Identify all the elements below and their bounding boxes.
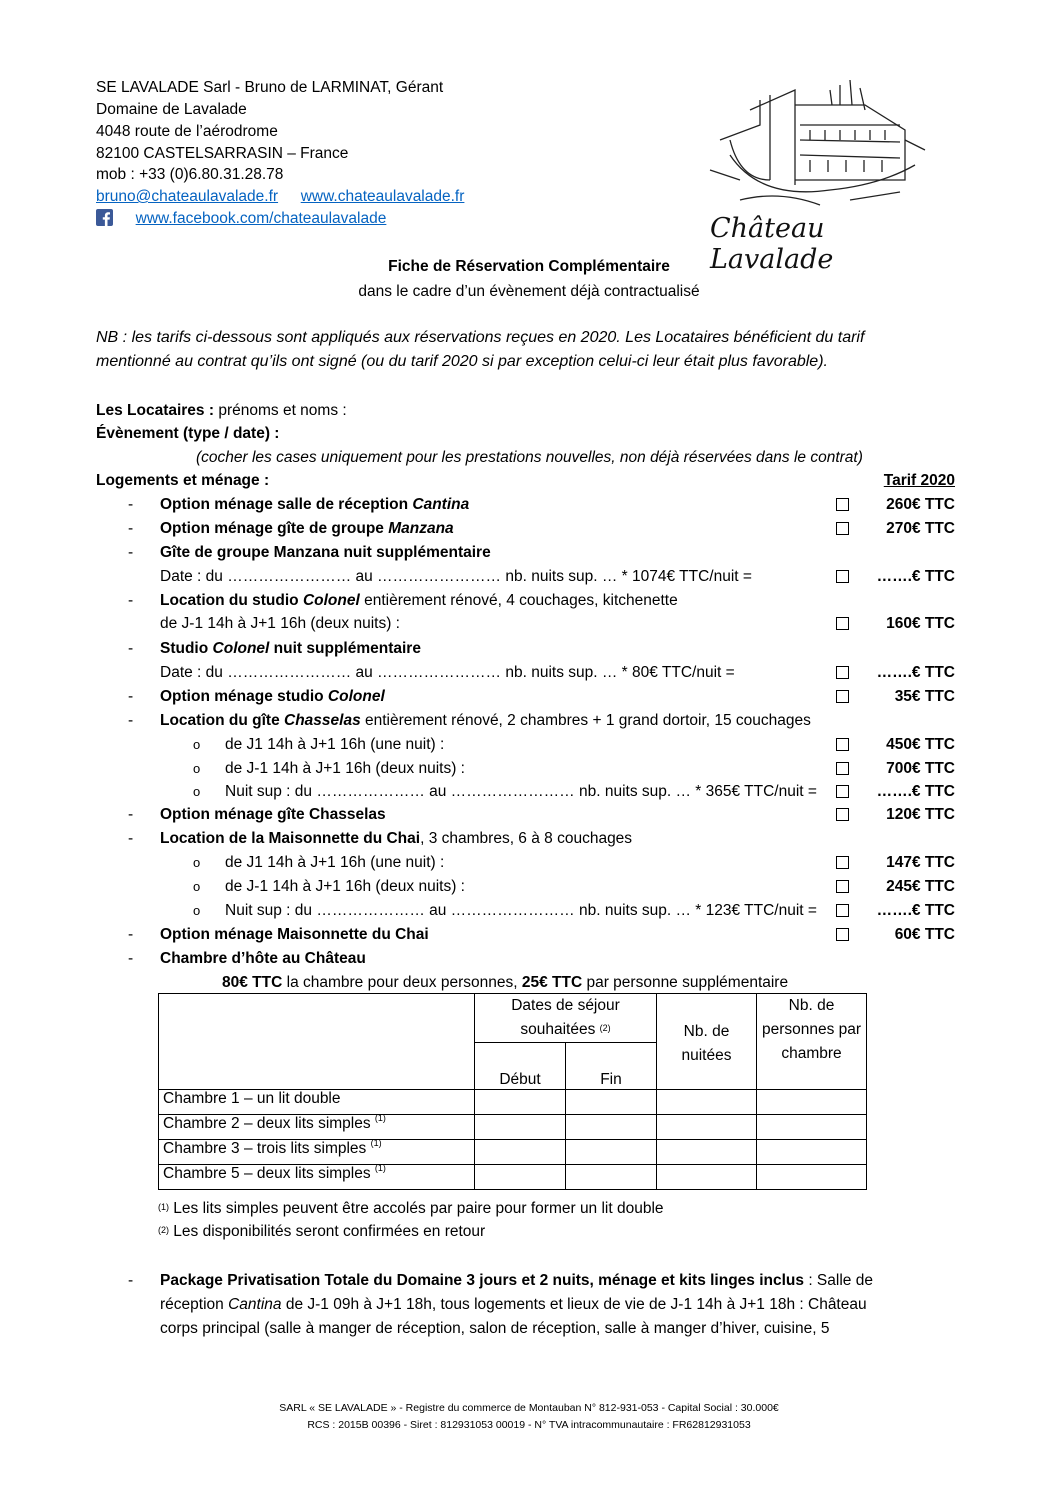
price-chasselas-1: 450€ TTC [886,736,955,753]
email-link[interactable]: bruno@chateaulavalade.fr [96,188,279,205]
checkbox-maisonnette-menage[interactable] [836,928,849,941]
evenement-label: Évènement (type / date) : [96,425,280,442]
chambre-price-line: 80€ TTC la chambre pour deux personnes, 25€ TTC par personne supplémentaire [222,974,789,991]
price-cantina: 260€ TTC [886,496,955,513]
price-chasselas-menage: 120€ TTC [886,806,955,823]
chateau-logo [700,80,950,275]
tarif-header: Tarif 2020 [883,472,955,489]
package-line-2: réception Cantina de J-1 09h à J+1 18h, tous logements et lieux de vie de J-1 14h à J+1 18h : Château [160,1296,867,1313]
facebook-link[interactable]: www.facebook.com/chateaulavalade [135,210,387,227]
cell-nuitees[interactable] [657,1115,757,1140]
room-label: Chambre 5 – deux lits simples $^{(1)}$ [159,1165,475,1190]
room-label: Chambre 1 – un lit double [159,1090,475,1115]
cell-personnes[interactable] [757,1090,867,1115]
cell-fin[interactable] [566,1115,657,1140]
locataires-text: prénoms et noms : [214,402,347,419]
header-line: Domaine de Lavalade [96,101,247,118]
price-maisonnette-3: …….€ TTC [876,902,955,919]
header-debut: Début [475,1043,566,1090]
footer-line-2: RCS : 2015B 00396 - Siret : 812931053 00019 - N° TVA intracommunautaire : FR62812931053 [307,1419,751,1431]
maisonnette-nuit-line[interactable]: Nuit sup : du ………………… au …………………… nb. nuits sup. … * 123€ TTC/nuit = [225,902,817,919]
header-line: mob : +33 (0)6.80.31.28.78 [96,166,284,183]
item-colonel-menage-label: Option ménage studio Colonel [160,688,385,705]
cell-debut[interactable] [475,1115,566,1140]
item-chasselas-menage-label: Option ménage gîte Chasselas [160,806,386,823]
footnote-1: $^{(1)}$ Les lits simples peuvent être accolés par paire pour former un lit double [158,1200,664,1217]
price-colonel-menage: 35€ TTC [894,688,955,705]
header-fin: Fin [566,1043,657,1090]
cell-nuitees[interactable] [657,1165,757,1190]
cell-fin[interactable] [566,1140,657,1165]
cell-debut[interactable] [475,1165,566,1190]
cell-fin[interactable] [566,1090,657,1115]
cell-personnes[interactable] [757,1115,867,1140]
item-manzana-label: Option ménage gîte de groupe Manzana [160,520,454,537]
header-personnes: Nb. de personnes par chambre [757,994,867,1090]
maisonnette-option: de J1 14h à J+1 16h (une nuit) : [225,854,445,871]
logo-text: Château Lavalade [710,213,834,275]
page-subtitle: dans le cadre d’un évènement déjà contractualisé [358,283,700,300]
price-maisonnette-2: 245€ TTC [886,878,955,895]
chateau-drawing-icon [700,80,950,220]
table-row [159,1165,867,1190]
maisonnette-option: de J-1 14h à J+1 16h (deux nuits) : [225,878,465,895]
table-corner [159,994,475,1090]
item-chambre-label: Chambre d’hôte au Château [160,950,366,967]
item-colonel-nuit-label: Studio Colonel nuit supplémentaire [160,640,421,657]
checkbox-colonel-menage[interactable] [836,690,849,703]
checkbox-cantina[interactable] [836,498,849,511]
chasselas-nuit-line[interactable]: Nuit sup : du ………………… au …………………… nb. nuits sup. … * 365€ TTC/nuit = [225,783,817,800]
cell-fin[interactable] [566,1165,657,1190]
checkbox-chasselas-2[interactable] [836,762,849,775]
locataires-field[interactable] [96,402,347,420]
cell-debut[interactable] [475,1090,566,1115]
header-nuitees: Nb. de nuitées [657,994,757,1090]
header-line: SE LAVALADE Sarl - Bruno de LARMINAT, Gérant [96,79,444,96]
manzana-date-line[interactable]: Date : du …………………… au …………………… nb. nuits sup. … * 1074€ TTC/nuit = [160,568,752,585]
checkbox-manzana-nuit[interactable] [836,570,849,583]
cell-personnes[interactable] [757,1140,867,1165]
item-colonel-label: Location du studio Colonel entièrement rénové, 4 couchages, kitchenette [160,592,678,609]
item-manzana-nuit-label: Gîte de groupe Manzana nuit supplémentaire [160,544,491,561]
locataires-label: Les Locataires : [96,402,215,419]
price-maisonnette-1: 147€ TTC [886,854,955,871]
checkbox-manzana[interactable] [836,522,849,535]
cell-personnes[interactable] [757,1165,867,1190]
cell-debut[interactable] [475,1140,566,1165]
header-line: 4048 route de l’aérodrome [96,123,278,140]
footnote-2: $^{(2)}$ Les disponibilités seront confirmées en retour [158,1223,486,1240]
price-chasselas-2: 700€ TTC [886,760,955,777]
header-dates: Dates de séjour souhaitées $^{(2)}$ [475,994,657,1043]
checkbox-colonel[interactable] [836,617,849,630]
checkbox-maisonnette-2[interactable] [836,880,849,893]
item-maisonnette-label: Location de la Maisonnette du Chai, 3 chambres, 6 à 8 couchages [160,830,633,847]
checkbox-chasselas-menage[interactable] [836,808,849,821]
page-title: Fiche de Réservation Complémentaire [388,258,670,275]
cell-nuitees[interactable] [657,1140,757,1165]
table-row [159,1115,867,1140]
footer-line-1: SARL « SE LAVALADE » - Registre du commerce de Montauban N° 812-931-053 - Capital Social : 30.000€ [279,1402,779,1414]
nb-line: NB : les tarifs ci-dessous sont appliqués aux réservations reçues en 2020. Les Locataires bénéficient du tarif [96,329,865,346]
checkbox-maisonnette-3[interactable] [836,904,849,917]
checkbox-chasselas-3[interactable] [836,785,849,798]
chasselas-option: de J1 14h à J+1 16h (une nuit) : [225,736,445,753]
cell-nuitees[interactable] [657,1090,757,1115]
price-colonel-nuit: …….€ TTC [876,664,955,681]
price-colonel: 160€ TTC [886,615,955,632]
nb-line: mentionné au contrat qu’ils ont signé (ou du tarif 2020 si par exception celui-ci leur était plus favorable). [96,353,828,370]
checkbox-colonel-nuit[interactable] [836,666,849,679]
table-row [159,1090,867,1115]
colonel-date-line[interactable]: Date : du …………………… au …………………… nb. nuits sup. … * 80€ TTC/nuit = [160,664,735,681]
item-chasselas-label: Location du gîte Chasselas entièrement rénové, 2 chambres + 1 grand dortoir, 15 couchages [160,712,811,729]
room-label: Chambre 3 – trois lits simples $^{(1)}$ [159,1140,475,1165]
package-line-3: corps principal (salle à manger de réception, salon de réception, salle à manger d’hiver, cuisine, 5 [160,1320,830,1337]
table-row [159,1140,867,1165]
price-chasselas-3: …….€ TTC [876,783,955,800]
checkbox-chasselas-1[interactable] [836,738,849,751]
item-cantina-label: Option ménage salle de réception Cantina [160,496,470,513]
checkbox-maisonnette-1[interactable] [836,856,849,869]
rooms-table [158,993,867,1190]
room-label: Chambre 2 – deux lits simples $^{(1)}$ [159,1115,475,1140]
price-manzana: 270€ TTC [886,520,955,537]
price-manzana-nuit: …….€ TTC [876,568,955,585]
instruction-text: (cocher les cases uniquement pour les prestations nouvelles, non déjà réservées dans le contrat) [196,449,863,466]
colonel-line2: de J-1 14h à J+1 16h (deux nuits) : [160,615,400,632]
package-line-1: Package Privatisation Totale du Domaine 3 jours et 2 nuits, ménage et kits linges inclus : Salle de [160,1272,873,1289]
website-link[interactable]: www.chateaulavalade.fr [300,188,465,205]
facebook-icon[interactable] [96,209,113,226]
header-line: 82100 CASTELSARRASIN – France [96,145,349,162]
price-maisonnette-menage: 60€ TTC [894,926,955,943]
chasselas-option: de J-1 14h à J+1 16h (deux nuits) : [225,760,465,777]
item-maisonnette-menage-label: Option ménage Maisonnette du Chai [160,926,429,943]
section-label: Logements et ménage : [96,472,270,489]
